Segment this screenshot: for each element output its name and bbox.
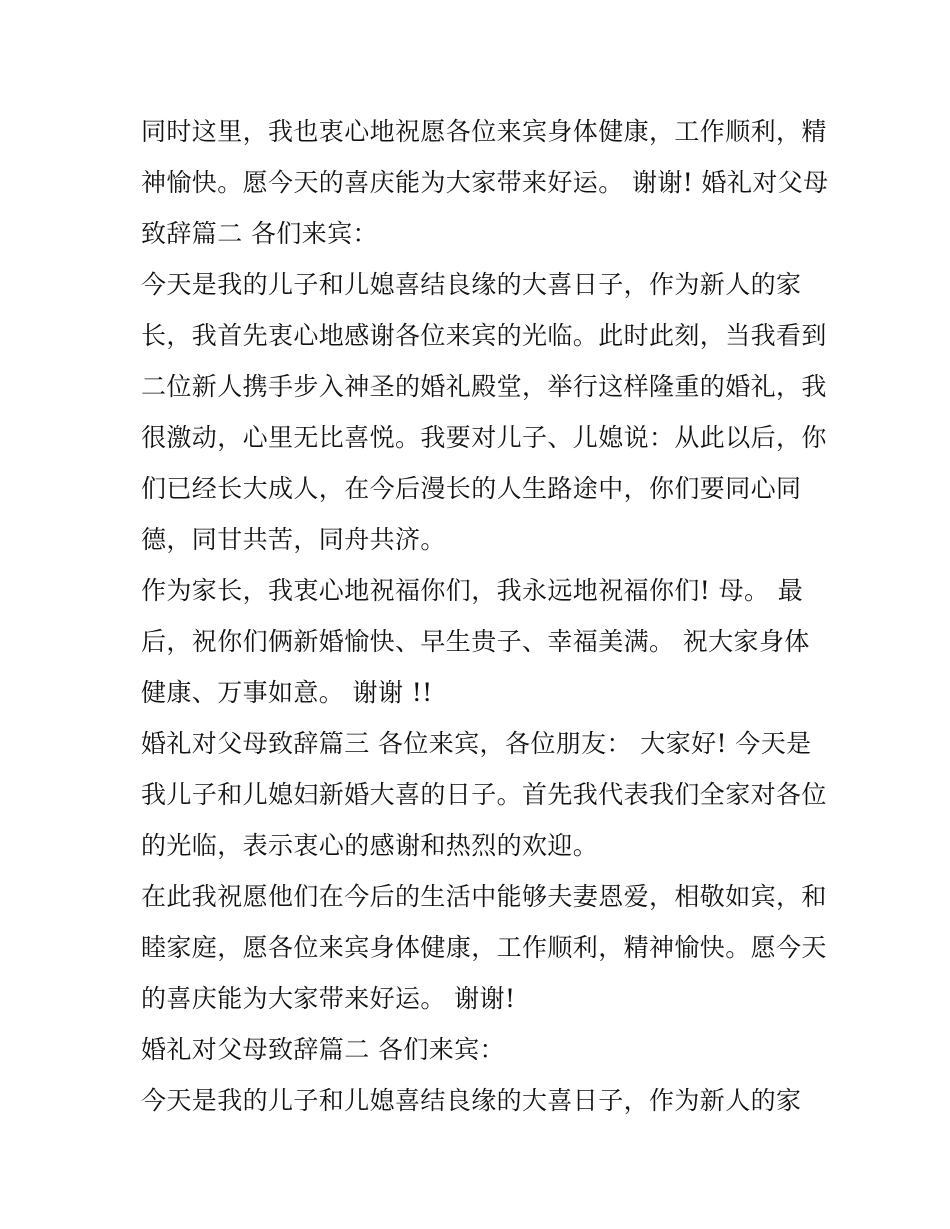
text-line: 长，我首先衷心地感谢各位来宾的光临。此时此刻，当我看到 (141, 321, 827, 350)
text-line: 我儿子和儿媳妇新婚大喜的日子。首先我代表我们全家对各位 (141, 780, 827, 809)
text-line: 的光临，表示衷心的感谢和热烈的欢迎。 (141, 831, 599, 860)
text-line: 们已经长大成人，在今后漫长的人生路途中，你们要同心同 (141, 474, 802, 503)
text-line: 在此我祝愿他们在今后的生活中能够夫妻恩爱，相敬如宾，和 (141, 882, 827, 911)
text-line: 很激动，心里无比喜悦。我要对儿子、儿媳说：从此以后，你 (141, 423, 827, 452)
text-line: 德，同甘共苦，同舟共济。 (141, 525, 446, 554)
text-line: 后，祝你们俩新婚愉快、早生贵子、幸福美满。 祝大家身体 (141, 627, 810, 656)
text-line: 致辞篇二 各们来宾： (141, 219, 378, 248)
text-line: 作为家长，我衷心地祝福你们，我永远地祝福你们! 母。 最 (141, 576, 804, 605)
text-line: 睦家庭，愿各位来宾身体健康，工作顺利，精神愉快。愿今天 (141, 933, 827, 962)
text-line: 同时这里，我也衷心地祝愿各位来宾身体健康，工作顺利，精 (141, 117, 827, 146)
text-line: 今天是我的儿子和儿媳喜结良缘的大喜日子，作为新人的家 (141, 1086, 802, 1115)
text-line: 健康、万事如意。 谢谢 !! (141, 678, 433, 707)
document-body (141, 106, 829, 1126)
text-line: 婚礼对父母致辞篇二 各们来宾： (141, 1035, 505, 1064)
text-line: 神愉快。愿今天的喜庆能为大家带来好运。 谢谢! 婚礼对父母 (141, 168, 829, 197)
text-line: 的喜庆能为大家带来好运。 谢谢! (141, 984, 516, 1013)
text-line: 婚礼对父母致辞篇三 各位来宾，各位朋友： 大家好! 今天是 (141, 729, 812, 758)
text-line: 今天是我的儿子和儿媳喜结良缘的大喜日子，作为新人的家 (141, 270, 802, 299)
text-line: 二位新人携手步入神圣的婚礼殿堂，举行这样隆重的婚礼，我 (141, 372, 827, 401)
